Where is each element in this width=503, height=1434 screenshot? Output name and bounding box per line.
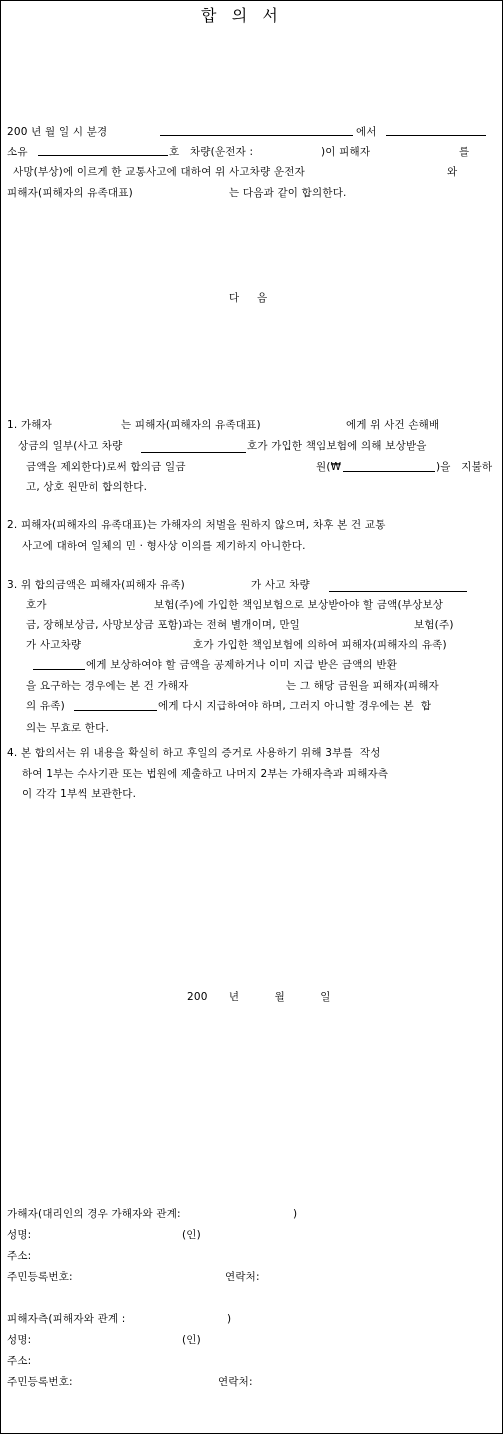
intro-line-4-victim: 피해자(피해자의 유족대표)	[7, 187, 133, 199]
signing-date: 200 년 월 일	[187, 991, 331, 1003]
next-heading: 다 음	[229, 292, 268, 304]
intro-line-4-agree: 는 다음과 같이 합의한다.	[229, 187, 347, 199]
clause-1-line-2b: 호가 가입한 책임보험에 의해 보상받을	[247, 440, 427, 452]
intro-line-3-and: 와	[447, 166, 458, 178]
intro-line-2-victim: )이 피해자	[321, 146, 371, 158]
intro-line-2-vehicle: 호 차량(운전자 :	[169, 146, 254, 158]
clause-3-line-3b: 보험(주)	[414, 619, 454, 631]
intro-line-1-at: 에서	[356, 126, 377, 138]
victim-relation: 피해자측(피해자와 관계 :	[7, 1313, 126, 1325]
perpetrator-seal: (인)	[182, 1229, 201, 1241]
clause-1-line-4: 고, 상호 원만히 합의한다.	[26, 481, 148, 493]
clause-3-line-6b: 는 그 해당 금원을 피해자(피해자	[286, 680, 439, 692]
owner-blank[interactable]	[386, 135, 486, 136]
clause-1-amount-blank[interactable]	[343, 471, 435, 472]
clause-3-line-3a: 금, 장해보상금, 사망보상금 포함)과는 전혀 별개이며, 만일	[26, 619, 301, 631]
perpetrator-address-label: 주소:	[7, 1250, 32, 1262]
intro-line-3: 사망(부상)에 이르게 한 교통사고에 대하여 위 사고차량 운전자	[13, 166, 305, 178]
clause-3-line-2a: 호가	[26, 599, 47, 611]
victim-seal: (인)	[182, 1334, 201, 1346]
perpetrator-rrn-label: 주민등록번호:	[7, 1271, 73, 1283]
clause-2-line-2: 사고에 대하여 일체의 민 · 형사상 이의를 제기하지 아니한다.	[22, 540, 306, 552]
victim-address-label: 주소:	[7, 1355, 32, 1367]
clause-3-payee-blank[interactable]	[74, 710, 157, 711]
vehicle-number-blank[interactable]	[38, 155, 168, 156]
intro-line-2-owner: 소유	[7, 146, 28, 158]
intro-line-1-date: 200 년 월 일 시 분경	[7, 126, 108, 138]
perpetrator-relation-close: )	[293, 1208, 298, 1220]
clause-2-line-1: 2. 피해자(피해자의 유족대표)는 가해자의 처벌을 원하지 않으며, 차후 본 건 교통	[7, 519, 386, 531]
victim-contact-label: 연락처:	[218, 1376, 253, 1388]
clause-1-line-3c: )을 지불하	[436, 461, 493, 473]
clause-4-line-1: 4. 본 합의서는 위 내용을 확실히 하고 후일의 증거로 사용하기 위해 3부를 작성	[7, 747, 381, 759]
perpetrator-relation: 가해자(대리인의 경우 가해자와 관계:	[7, 1208, 181, 1220]
clause-1-line-2a: 상금의 일부(사고 차량	[18, 440, 123, 452]
clause-4-line-2: 하여 1부는 수사기관 또는 법원에 제출하고 나머지 2부는 가해자측과 피해자측	[22, 768, 389, 780]
victim-name-label: 성명:	[7, 1334, 32, 1346]
clause-3-line-8: 의는 무효로 한다.	[26, 722, 110, 734]
location-blank[interactable]	[160, 135, 353, 136]
clause-3-recipient-blank[interactable]	[33, 669, 85, 670]
victim-relation-close: )	[227, 1313, 232, 1325]
clause-3-line-7b: 에게 다시 지급하여야 하며, 그러지 아니할 경우에는 본 합	[158, 700, 432, 712]
clause-3-line-5: 에게 보상하여야 할 금액을 공제하거나 이미 지급 받은 금액의 반환	[86, 659, 398, 671]
intro-line-2-object: 를	[459, 146, 470, 158]
victim-rrn-label: 주민등록번호:	[7, 1376, 73, 1388]
clause-3-line-6a: 을 요구하는 경우에는 본 건 가해자	[26, 680, 189, 692]
document-title: 합 의 서	[201, 6, 278, 25]
clause-3-line-4b: 호가 가입한 책임보험에 의하여 피해자(피해자의 유족)	[193, 639, 447, 651]
perpetrator-name-label: 성명:	[7, 1229, 32, 1241]
clause-3-vehicle-blank[interactable]	[329, 591, 467, 592]
clause-3-line-4a: 가 사고차량	[26, 639, 82, 651]
clause-1-line-3b: 원(₩	[316, 461, 342, 473]
perpetrator-contact-label: 연락처:	[225, 1271, 260, 1283]
clause-1-line-1c: 에게 위 사건 손해배	[346, 419, 440, 431]
clause-1-line-1a: 1. 가해자	[7, 419, 52, 431]
clause-3-line-1a: 3. 위 합의금액은 피해자(피해자 유족)	[7, 579, 185, 591]
clause-4-line-3: 이 각각 1부씩 보관한다.	[22, 788, 137, 800]
clause-1-vehicle-blank[interactable]	[141, 452, 246, 453]
clause-3-line-2b: 보험(주)에 가입한 책임보험으로 보상받아야 할 금액(부상보상	[154, 599, 444, 611]
clause-3-line-7a: 의 유족)	[26, 700, 65, 712]
clause-1-line-3a: 금액을 제외한다)로써 합의금 일금	[26, 461, 186, 473]
clause-1-line-1b: 는 피해자(피해자의 유족대표)	[121, 419, 261, 431]
clause-3-line-1b: 가 사고 차량	[251, 579, 310, 591]
